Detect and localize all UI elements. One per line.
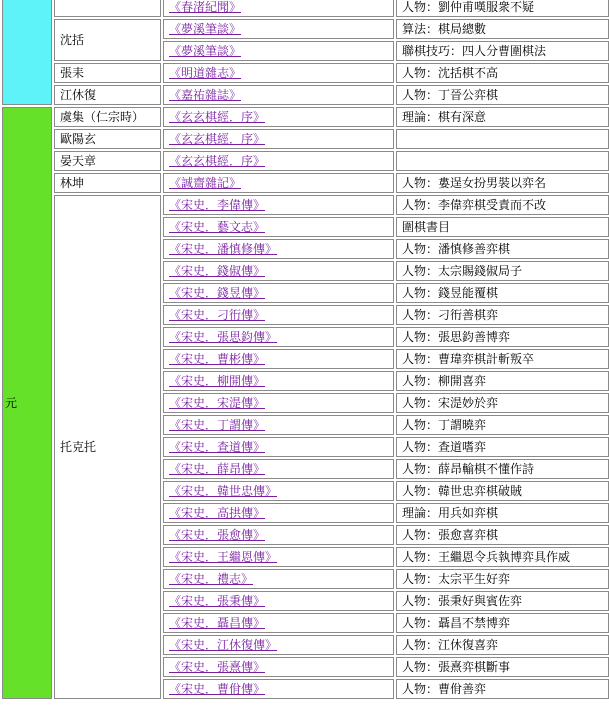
source-cell bbox=[163, 173, 394, 193]
note-cell: 人物：江休復喜弈 bbox=[396, 635, 609, 655]
era-cell bbox=[2, 0, 52, 105]
author-cell: 托克托 bbox=[54, 195, 161, 699]
source-cell bbox=[163, 613, 394, 633]
source-link[interactable]: 《宋史．韓世忠傳》 bbox=[169, 484, 278, 498]
source-cell bbox=[163, 0, 394, 17]
author-cell: 歐陽玄 bbox=[54, 129, 161, 149]
table-row bbox=[2, 151, 609, 171]
source-cell bbox=[163, 481, 394, 501]
source-link[interactable]: 《宋史．刁衎傳》 bbox=[169, 308, 266, 322]
source-link[interactable]: 《宋史．高拱傳》 bbox=[169, 506, 266, 520]
source-cell bbox=[163, 635, 394, 655]
note-cell: 人物：劉仲甫嘆服衆不疑 bbox=[396, 0, 609, 17]
note-cell bbox=[396, 129, 609, 149]
source-cell bbox=[163, 41, 394, 61]
source-cell bbox=[163, 349, 394, 369]
note-cell: 人物：潘慎修善弈棋 bbox=[396, 239, 609, 259]
source-cell bbox=[163, 129, 394, 149]
source-link[interactable]: 《宋史．張熹傳》 bbox=[169, 660, 266, 674]
source-link[interactable]: 《明道雜志》 bbox=[169, 66, 242, 80]
source-cell bbox=[163, 371, 394, 391]
source-link[interactable]: 《玄玄棋經．序》 bbox=[169, 154, 266, 168]
note-cell: 人物：錢昱能覆棋 bbox=[396, 283, 609, 303]
note-cell: 人物：刁衎善棋弈 bbox=[396, 305, 609, 325]
note-cell: 人物：張熹弈棋斷事 bbox=[396, 657, 609, 677]
note-cell: 人物：丁晉公弈棋 bbox=[396, 85, 609, 105]
author-cell: 張耒 bbox=[54, 63, 161, 83]
note-cell: 人物：婁逞女扮男裝以弈名 bbox=[396, 173, 609, 193]
source-cell bbox=[163, 217, 394, 237]
note-cell: 算法：棋局總數 bbox=[396, 19, 609, 39]
note-cell: 人物：太宗賜錢俶局子 bbox=[396, 261, 609, 281]
note-cell: 理論：棋有深意 bbox=[396, 107, 609, 127]
author-cell: 晏天章 bbox=[54, 151, 161, 171]
source-link[interactable]: 《嘉祐雜誌》 bbox=[169, 88, 242, 102]
author-cell: 沈括 bbox=[54, 19, 161, 61]
source-cell bbox=[163, 415, 394, 435]
note-cell: 人物：張愈喜弈棋 bbox=[396, 525, 609, 545]
source-link[interactable]: 《宋史．聶昌傳》 bbox=[169, 616, 266, 630]
source-link[interactable]: 《宋史．丁謂傳》 bbox=[169, 418, 266, 432]
source-link[interactable]: 《宋史．李偉傳》 bbox=[169, 198, 266, 212]
author-cell: 林坤 bbox=[54, 173, 161, 193]
note-cell: 人物：查道嗜弈 bbox=[396, 437, 609, 457]
author-cell: 江休復 bbox=[54, 85, 161, 105]
table-row bbox=[2, 19, 609, 39]
note-cell: 人物：張秉好與賓佐弈 bbox=[396, 591, 609, 611]
note-cell: 人物：聶昌不禁博弈 bbox=[396, 613, 609, 633]
note-cell: 人物：李偉弈棋受責而不改 bbox=[396, 195, 609, 215]
source-cell bbox=[163, 283, 394, 303]
source-link[interactable]: 《宋史．錢昱傳》 bbox=[169, 286, 266, 300]
table-row bbox=[2, 0, 609, 17]
source-link[interactable]: 《宋史．張秉傳》 bbox=[169, 594, 266, 608]
source-cell bbox=[163, 107, 394, 127]
source-link[interactable]: 《誠齋雜記》 bbox=[169, 176, 242, 190]
source-cell bbox=[163, 569, 394, 589]
source-cell bbox=[163, 657, 394, 677]
source-link[interactable]: 《宋史．宋湜傳》 bbox=[169, 396, 266, 410]
note-cell: 圍棋書目 bbox=[396, 217, 609, 237]
note-cell: 人物：丁謂曉弈 bbox=[396, 415, 609, 435]
source-cell bbox=[163, 19, 394, 39]
source-cell bbox=[163, 239, 394, 259]
source-link[interactable]: 《玄玄棋經．序》 bbox=[169, 110, 266, 124]
table-body bbox=[2, 0, 609, 699]
source-cell bbox=[163, 151, 394, 171]
source-link[interactable]: 《宋史．曹佾傳》 bbox=[169, 682, 266, 696]
note-cell: 人物：韓世忠弈棋破賊 bbox=[396, 481, 609, 501]
source-link[interactable]: 《宋史．薛昂傳》 bbox=[169, 462, 266, 476]
table-row bbox=[2, 107, 609, 127]
source-cell bbox=[163, 679, 394, 699]
note-cell bbox=[396, 151, 609, 171]
source-link[interactable]: 《宋史．禮志》 bbox=[169, 572, 254, 586]
source-cell bbox=[163, 305, 394, 325]
note-cell: 人物：宋湜妙於弈 bbox=[396, 393, 609, 413]
table-row bbox=[2, 85, 609, 105]
table-row bbox=[2, 63, 609, 83]
source-cell bbox=[163, 63, 394, 83]
source-cell bbox=[163, 547, 394, 567]
author-cell: 虞集（仁宗時） bbox=[54, 107, 161, 127]
source-cell bbox=[163, 195, 394, 215]
source-link[interactable]: 《宋史．張愈傳》 bbox=[169, 528, 266, 542]
note-cell: 聯棋技巧：四人分曹圍棋法 bbox=[396, 41, 609, 61]
source-link[interactable]: 《春渚紀聞》 bbox=[169, 0, 242, 14]
note-cell: 人物：薛昂輸棋不懂作詩 bbox=[396, 459, 609, 479]
source-cell bbox=[163, 503, 394, 523]
source-link[interactable]: 《宋史．江休復傳》 bbox=[169, 638, 278, 652]
source-link[interactable]: 《宋史．柳開傳》 bbox=[169, 374, 266, 388]
note-cell: 人物：張思鈞善博弈 bbox=[396, 327, 609, 347]
source-cell bbox=[163, 525, 394, 545]
source-cell bbox=[163, 591, 394, 611]
source-link[interactable]: 《宋史．錢俶傳》 bbox=[169, 264, 266, 278]
table-row bbox=[2, 129, 609, 149]
note-cell: 人物：曹瑋弈棋計斬叛卒 bbox=[396, 349, 609, 369]
note-cell: 人物：曹佾善弈 bbox=[396, 679, 609, 699]
source-link[interactable]: 《宋史．潘慎修傳》 bbox=[169, 242, 278, 256]
source-link[interactable]: 《玄玄棋經．序》 bbox=[169, 132, 266, 146]
table-row bbox=[2, 173, 609, 193]
source-cell bbox=[163, 327, 394, 347]
note-cell: 人物：太宗平生好弈 bbox=[396, 569, 609, 589]
author-cell bbox=[54, 0, 161, 17]
source-link[interactable]: 《夢溪筆談》 bbox=[169, 44, 242, 58]
source-link[interactable]: 《宋史．張思鈞傳》 bbox=[169, 330, 278, 344]
note-cell: 人物：沈括棋不高 bbox=[396, 63, 609, 83]
source-cell bbox=[163, 393, 394, 413]
source-cell bbox=[163, 459, 394, 479]
source-link[interactable]: 《宋史．曹彬傳》 bbox=[169, 352, 266, 366]
note-cell: 理論：用兵如弈棋 bbox=[396, 503, 609, 523]
source-link[interactable]: 《宋史．藝文志》 bbox=[169, 220, 266, 234]
table-row bbox=[2, 195, 609, 215]
era-cell: 元 bbox=[2, 107, 52, 699]
source-cell bbox=[163, 85, 394, 105]
note-cell: 人物：柳開喜弈 bbox=[396, 371, 609, 391]
note-cell: 人物：王繼恩令兵執博弈具作威 bbox=[396, 547, 609, 567]
source-link[interactable]: 《宋史．王繼恩傳》 bbox=[169, 550, 278, 564]
source-cell bbox=[163, 437, 394, 457]
source-cell bbox=[163, 261, 394, 281]
source-link[interactable]: 《宋史．查道傳》 bbox=[169, 440, 266, 454]
source-link[interactable]: 《夢溪筆談》 bbox=[169, 22, 242, 36]
